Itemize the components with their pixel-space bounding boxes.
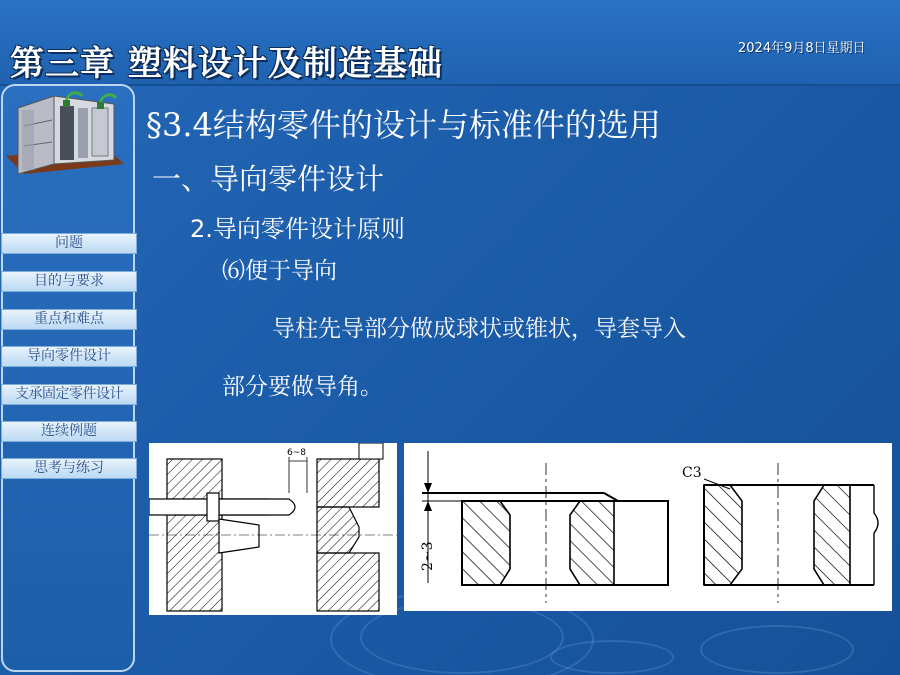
- nav-item-exercises[interactable]: 思考与练习: [1, 458, 137, 479]
- guide-pillar-drawing: [149, 443, 397, 615]
- heading-guide-parts: 一、导向零件设计: [152, 162, 385, 196]
- background-ripple: [550, 640, 674, 674]
- nav-item-examples[interactable]: 连续例题: [1, 421, 137, 442]
- guide-bush-drawing: [404, 443, 892, 611]
- depth-label: 2~3: [420, 541, 436, 571]
- paragraph-line-2: 部分要做导角。: [222, 374, 383, 400]
- paragraph-line-1: 导柱先导部分做成球状或锥状，导套导入: [272, 316, 686, 342]
- chamfer-label: C3: [682, 465, 702, 481]
- heading-easy-guiding: ⑹便于导向: [222, 258, 337, 284]
- date-text: 2024年9月8日星期日: [738, 41, 866, 56]
- nav-item-guide-parts[interactable]: 导向零件设计: [1, 346, 137, 367]
- nav-item-key-points[interactable]: 重点和难点: [1, 309, 137, 330]
- nav-item-questions[interactable]: 问题: [1, 233, 137, 254]
- title-bar: [0, 0, 900, 86]
- background-ripple: [700, 625, 854, 674]
- chapter-title: 第三章 塑料设计及制造基础: [10, 44, 443, 84]
- mold-assembly-icon: [4, 86, 130, 186]
- dimension-label: 6~8: [287, 448, 306, 458]
- heading-design-principles: 2.导向零件设计原则: [190, 215, 405, 243]
- nav-item-support-parts[interactable]: 支承固定零件设计: [1, 384, 137, 405]
- nav-item-objectives[interactable]: 目的与要求: [1, 271, 137, 292]
- section-title: §3.4结构零件的设计与标准件的选用: [146, 106, 661, 144]
